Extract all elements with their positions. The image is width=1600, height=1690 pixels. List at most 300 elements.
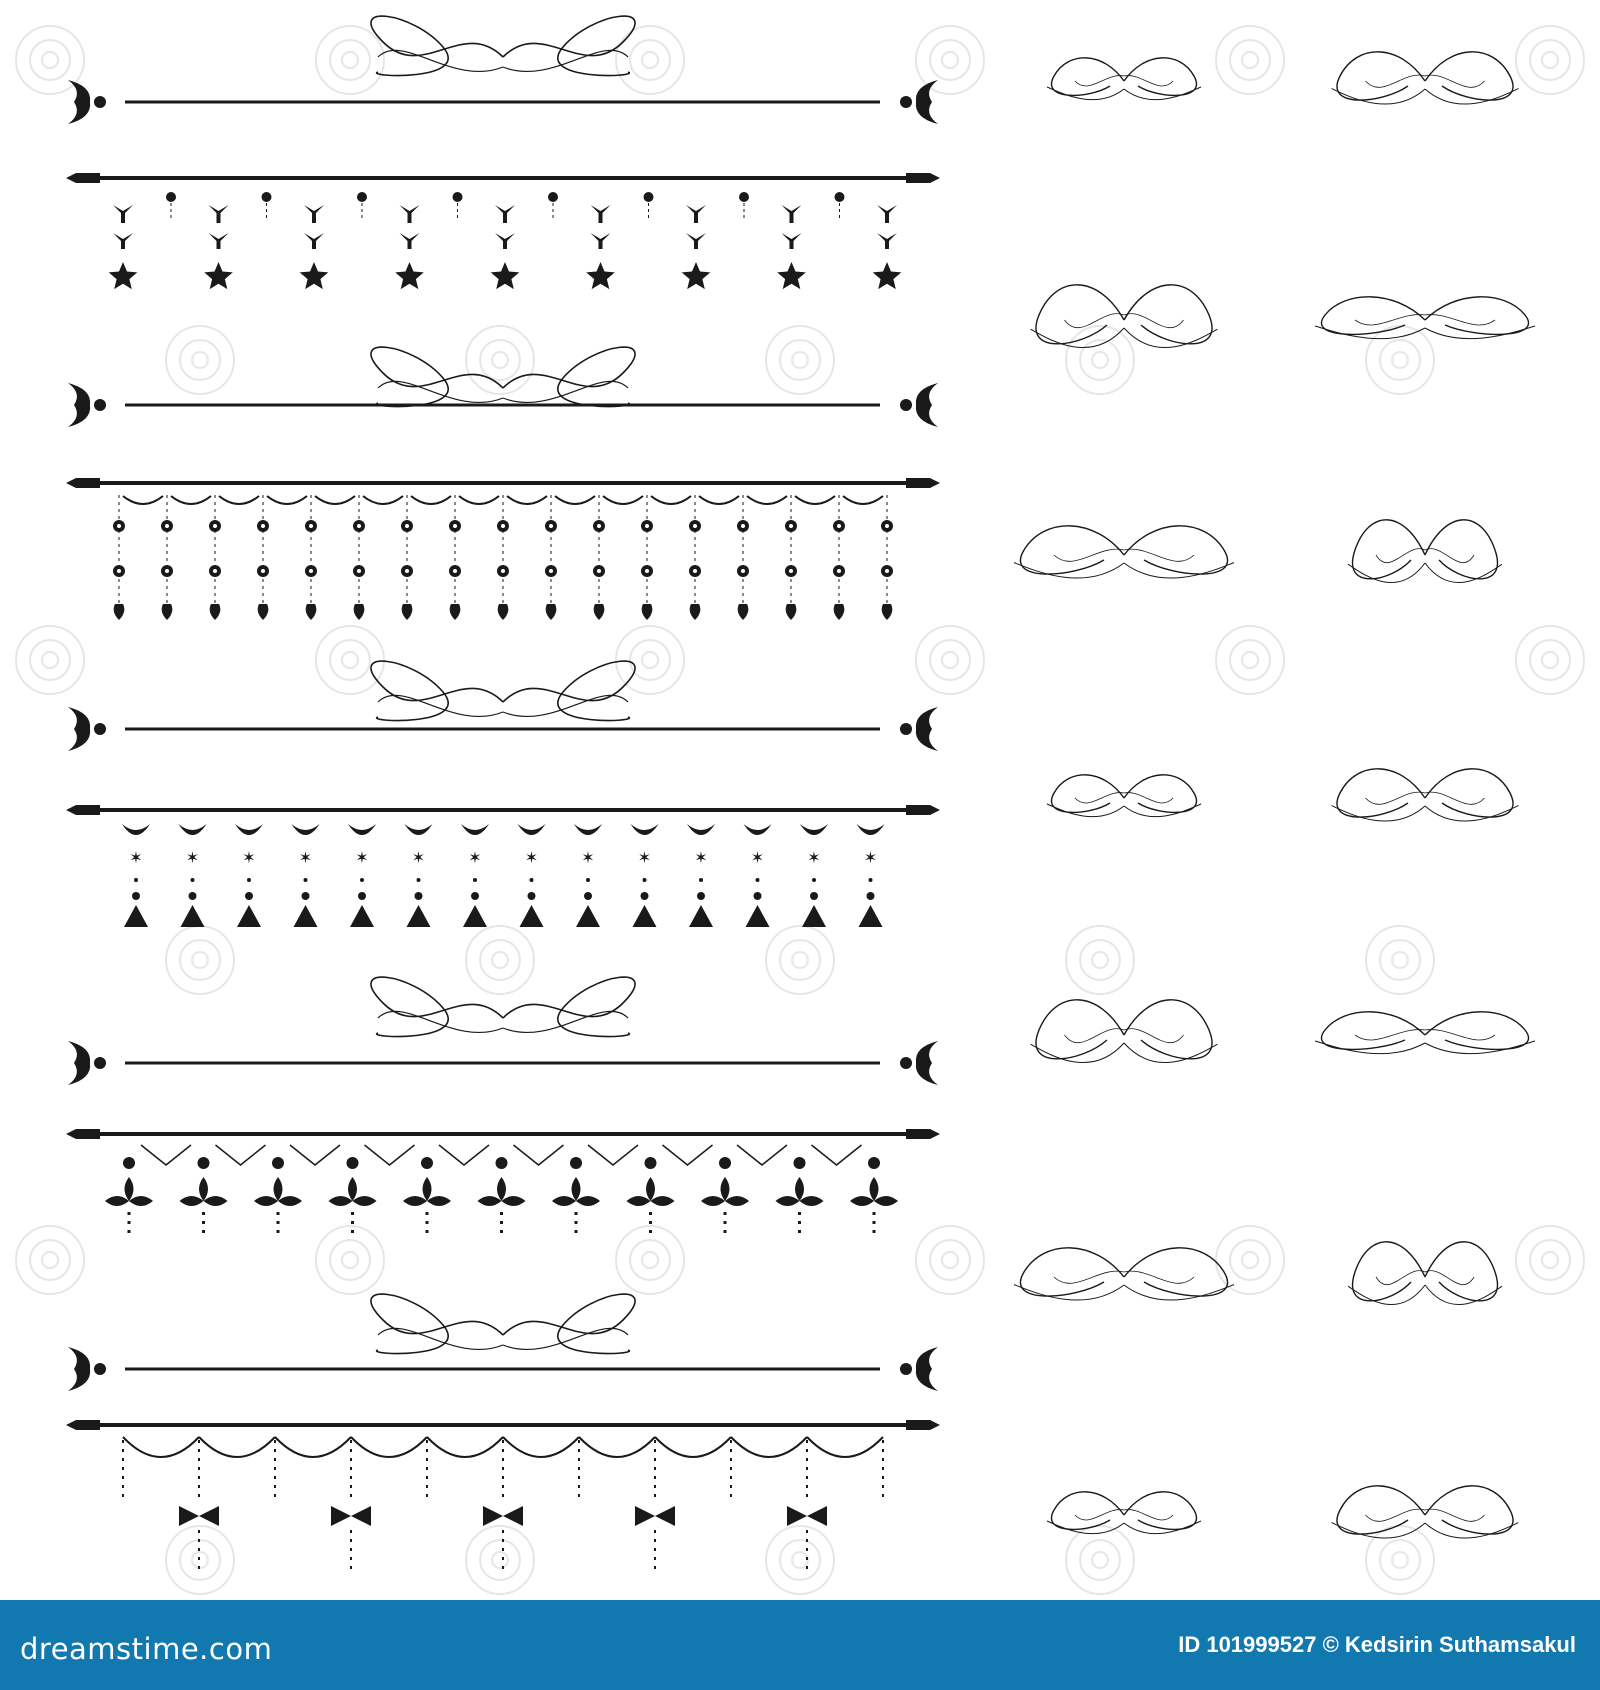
crescent-icon — [348, 824, 376, 835]
flower-center — [885, 569, 889, 573]
watermark-spiral-icon — [1230, 1240, 1270, 1280]
flourish-curve — [1425, 563, 1502, 583]
flower-center — [741, 569, 745, 573]
finial-knob-icon — [94, 399, 106, 411]
scallop — [747, 496, 787, 504]
drop-icon — [495, 233, 515, 249]
watermark-spiral-icon — [1392, 352, 1408, 368]
watermark-spiral-icon — [30, 1240, 70, 1280]
finial-knob-icon — [900, 1363, 912, 1375]
divider — [68, 707, 938, 751]
bead-icon — [347, 1157, 359, 1169]
flourish-curve — [1124, 328, 1218, 348]
watermark-spiral-icon — [192, 352, 208, 368]
crescent-icon — [800, 824, 828, 835]
leaf-icon — [450, 604, 461, 620]
crescent-icon — [292, 824, 320, 835]
flower-center — [501, 569, 505, 573]
divider — [68, 1347, 938, 1391]
bead-icon — [584, 892, 592, 900]
watermark-spiral-icon — [642, 1252, 658, 1268]
flourish-curve — [1425, 1523, 1519, 1538]
flourish-curve — [1054, 1271, 1124, 1283]
leaf-icon — [354, 604, 365, 620]
bead-icon — [357, 192, 367, 202]
copyright-symbol: © — [1322, 1632, 1339, 1657]
drop-icon — [782, 205, 802, 223]
bow-icon — [331, 1506, 371, 1526]
bead-icon — [247, 878, 251, 882]
calligraphic-flourish — [1332, 1486, 1519, 1538]
bead-icon — [132, 892, 140, 900]
crescent-icon — [857, 824, 885, 835]
watermark-spiral-icon — [942, 52, 958, 68]
scallop — [411, 496, 451, 504]
watermark-spiral-icon — [1066, 1526, 1134, 1594]
watermark-spiral-icon — [1392, 952, 1408, 968]
flower-cross-icon — [254, 1177, 302, 1225]
finial-icon — [916, 80, 938, 124]
garland-crescents — [66, 805, 940, 927]
tassel-icon — [124, 905, 148, 927]
watermark-spiral-icon — [930, 640, 970, 680]
leaf-icon — [258, 604, 269, 620]
watermark-spiral-icon — [16, 626, 84, 694]
watermark-spiral-icon — [766, 326, 834, 394]
flourish-curve — [1014, 1285, 1124, 1300]
drop-icon — [495, 205, 515, 223]
flourish-curve — [1031, 1043, 1125, 1063]
watermark-spiral-icon — [1530, 40, 1570, 80]
crescent-icon — [405, 824, 433, 835]
calligraphic-flourish — [1332, 52, 1519, 104]
sparkle-icon: ✶ — [637, 850, 652, 867]
sparkle-icon: ✶ — [298, 850, 313, 867]
sparkle-icon: ✶ — [242, 850, 256, 867]
calligraphic-flourish — [1031, 1000, 1218, 1063]
flourish-curve — [1124, 1510, 1173, 1520]
flourish-curve — [1332, 1523, 1426, 1538]
flourish-curve — [1124, 1285, 1234, 1300]
rod-end-right-icon — [906, 173, 940, 183]
flourish-curve — [1065, 1029, 1125, 1043]
watermark-spiral-icon — [466, 326, 534, 394]
watermark-spiral-icon — [1080, 340, 1120, 380]
garland-flowers — [66, 478, 940, 620]
scallop — [579, 1437, 655, 1457]
bead-icon — [123, 1157, 135, 1169]
scallop — [427, 1437, 503, 1457]
flourish-curve — [1355, 1030, 1425, 1040]
bead-icon — [645, 1157, 657, 1169]
scallop — [651, 496, 691, 504]
scallop — [315, 496, 355, 504]
rod-end-right-icon — [906, 1420, 940, 1430]
flower-center — [357, 524, 361, 528]
center-flourish — [371, 347, 635, 406]
watermark-spiral-icon — [766, 1526, 834, 1594]
tassel-icon — [181, 905, 205, 927]
watermark-spiral-icon — [942, 652, 958, 668]
flower-center — [645, 569, 649, 573]
watermark-spiral-icon — [1516, 26, 1584, 94]
crescent-icon — [744, 824, 772, 835]
flourish-curve — [1425, 549, 1474, 563]
watermark-spiral-icon — [766, 926, 834, 994]
watermark-spiral-icon — [16, 1226, 84, 1294]
image-id: ID 101999527 — [1178, 1632, 1317, 1657]
flower-center — [405, 524, 409, 528]
footer-bar — [0, 1600, 1600, 1690]
bead-icon — [166, 192, 176, 202]
crescent-icon — [235, 824, 263, 835]
finial-knob-icon — [900, 399, 912, 411]
watermark-spiral-icon — [1230, 640, 1270, 680]
flourish-curve — [1425, 89, 1519, 104]
flourish-curve — [1332, 806, 1426, 821]
watermark-spiral-icon — [930, 1240, 970, 1280]
drop-icon — [686, 205, 706, 223]
bow-icon — [787, 1506, 827, 1526]
flower-cross-icon — [403, 1177, 451, 1225]
flourish-curve — [1425, 315, 1495, 325]
rod-end-left-icon — [66, 1420, 100, 1430]
tassel-icon — [407, 905, 431, 927]
author-name: Kedsirin Suthamsakul — [1344, 1632, 1576, 1657]
scallop — [171, 496, 211, 504]
watermark-spiral-icon — [30, 640, 70, 680]
watermark-spiral-icon — [630, 1240, 670, 1280]
flourish-curve — [1376, 1271, 1425, 1285]
sparkle-icon: ✶ — [524, 850, 539, 867]
watermark-spiral-icon — [792, 952, 808, 968]
brand-logo-text[interactable]: dreamstime.com — [20, 1632, 273, 1666]
watermark-spiral-icon — [1516, 626, 1584, 694]
flourish-curve — [1425, 75, 1485, 87]
watermark-spiral-icon — [792, 1552, 808, 1568]
watermark-spiral-icon — [792, 352, 808, 368]
watermark-spiral-icon — [616, 26, 684, 94]
flourish-curve — [1124, 563, 1234, 578]
tassel-icon — [802, 905, 826, 927]
flower-cross-icon — [552, 1177, 600, 1225]
crescent-icon — [461, 824, 489, 835]
leaf-icon — [162, 604, 173, 620]
crescent-icon — [631, 824, 659, 835]
crescent-icon — [122, 824, 150, 835]
flourish-curve — [1031, 328, 1125, 348]
bead-icon — [835, 192, 845, 202]
watermark-spiral-icon — [492, 1552, 508, 1568]
bow-icon — [635, 1506, 675, 1526]
watermark-spiral-icon — [916, 626, 984, 694]
bow-icon — [179, 1506, 219, 1526]
watermark-spiral-icon — [330, 1240, 370, 1280]
bead-icon — [528, 892, 536, 900]
bead-icon — [421, 1157, 433, 1169]
image-credit — [1178, 1632, 1576, 1658]
leaf-icon — [114, 604, 125, 620]
flourish-curve — [1124, 793, 1173, 803]
watermark-spiral-icon — [930, 40, 970, 80]
flourish-curve — [1376, 549, 1425, 563]
bead-icon — [473, 878, 477, 882]
bead-icon — [812, 878, 816, 882]
scallop — [199, 1437, 275, 1457]
bead-icon — [262, 192, 272, 202]
bead-icon — [699, 878, 703, 882]
flourish-curve — [371, 1294, 503, 1353]
watermark-spiral-icon — [1092, 352, 1108, 368]
sparkle-icon: ✶ — [185, 850, 200, 867]
watermark-spiral-icon — [1216, 1226, 1284, 1294]
drop-icon — [686, 233, 706, 249]
flower-center — [837, 524, 841, 528]
watermark-spiral-icon — [1530, 640, 1570, 680]
leaf-icon — [642, 604, 653, 620]
flourish-curve — [1075, 793, 1124, 803]
drop-icon — [113, 233, 133, 249]
watermark-spiral-icon — [316, 26, 384, 94]
finial-knob-icon — [94, 1057, 106, 1069]
star-icon — [395, 262, 424, 289]
scallop — [843, 496, 883, 504]
flower-center — [597, 524, 601, 528]
leaf-icon — [738, 604, 749, 620]
flower-center — [309, 524, 313, 528]
watermark-spiral-icon — [342, 1252, 358, 1268]
bead-icon — [697, 892, 705, 900]
star-icon — [777, 262, 806, 289]
watermark-spiral-icon — [780, 1540, 820, 1580]
watermark-spiral-icon — [1380, 1540, 1420, 1580]
bead-icon — [189, 892, 197, 900]
flower-center — [741, 524, 745, 528]
watermark-spiral-icon — [30, 40, 70, 80]
rod-end-right-icon — [906, 1129, 940, 1139]
star-icon — [109, 262, 138, 289]
flower-center — [453, 524, 457, 528]
rod-end-right-icon — [906, 805, 940, 815]
tassel-icon — [520, 905, 544, 927]
finial-knob-icon — [900, 1057, 912, 1069]
tassel-icon — [859, 905, 883, 927]
watermark-spiral-icon — [1080, 940, 1120, 980]
sparkle-icon: ✶ — [468, 850, 482, 867]
bead-icon — [586, 878, 590, 882]
rod-end-right-icon — [906, 478, 940, 488]
chevron-string — [514, 1145, 564, 1165]
flower-center — [453, 569, 457, 573]
watermark-spiral-icon — [1066, 926, 1134, 994]
watermark-spiral-icon — [1542, 1252, 1558, 1268]
leaf-icon — [402, 604, 413, 620]
flower-center — [549, 569, 553, 573]
watermark-spiral-icon — [630, 640, 670, 680]
tassel-icon — [746, 905, 770, 927]
finial-knob-icon — [900, 723, 912, 735]
flourish-curve — [1124, 314, 1184, 328]
divider — [68, 1041, 938, 1085]
flourish-curve — [1054, 549, 1124, 561]
drop-icon — [209, 205, 229, 223]
center-flourish — [371, 16, 635, 75]
bead-icon — [570, 1157, 582, 1169]
scallop — [275, 1437, 351, 1457]
watermark-spiral-icon — [492, 952, 508, 968]
scallop — [123, 1437, 199, 1457]
drop-icon — [877, 233, 897, 249]
divider — [68, 80, 938, 124]
watermark-spiral-icon — [180, 340, 220, 380]
flower-center — [693, 569, 697, 573]
chevron-string — [141, 1145, 191, 1165]
garland-crosses — [66, 1129, 940, 1238]
leaf-icon — [594, 604, 605, 620]
flourish-curve — [1425, 1030, 1495, 1040]
watermark-spiral-icon — [342, 52, 358, 68]
scallop — [507, 496, 547, 504]
finial-icon — [68, 383, 90, 427]
bead-icon — [198, 1157, 210, 1169]
watermark-spiral-icon — [1530, 1240, 1570, 1280]
drop-icon — [304, 205, 324, 223]
watermark-spiral-icon — [642, 652, 658, 668]
bead-icon — [471, 892, 479, 900]
drop-icon — [113, 205, 133, 223]
watermark-spiral-icon — [316, 1226, 384, 1294]
star-icon — [682, 262, 711, 289]
flower-center — [597, 569, 601, 573]
watermark-spiral-icon — [192, 952, 208, 968]
flourish-curve — [1366, 1509, 1426, 1521]
leaf-icon — [690, 604, 701, 620]
drop-icon — [209, 233, 229, 249]
watermark-spiral-icon — [330, 40, 370, 80]
bead-icon — [360, 878, 364, 882]
scallop — [459, 496, 499, 504]
calligraphic-flourish — [1047, 775, 1201, 817]
flower-center — [837, 569, 841, 573]
bead-icon — [868, 1157, 880, 1169]
watermark-spiral-icon — [330, 640, 370, 680]
star-icon — [300, 262, 329, 289]
calligraphic-flourish — [1031, 285, 1218, 348]
scallop — [699, 496, 739, 504]
finial-icon — [68, 707, 90, 751]
flower-center — [645, 524, 649, 528]
flower-cross-icon — [627, 1177, 675, 1225]
chevron-string — [663, 1145, 713, 1165]
center-flourish — [371, 1294, 635, 1353]
flower-center — [885, 524, 889, 528]
sparkle-icon: ✶ — [581, 850, 595, 867]
flower-cross-icon — [850, 1177, 898, 1225]
watermark-spiral-icon — [1392, 1552, 1408, 1568]
flower-center — [213, 524, 217, 528]
watermark-spiral-icon — [180, 940, 220, 980]
watermark-spiral-icon — [316, 626, 384, 694]
flower-cross-icon — [478, 1177, 526, 1225]
flower-center — [117, 569, 121, 573]
calligraphic-flourish — [1047, 58, 1201, 100]
finial-knob-icon — [94, 1363, 106, 1375]
watermark-spiral-icon — [1542, 52, 1558, 68]
drop-icon — [400, 233, 420, 249]
flourish-curve — [1348, 563, 1425, 583]
watermark-spiral-icon — [480, 1540, 520, 1580]
watermark-spiral-icon — [342, 652, 358, 668]
bead-icon — [643, 878, 647, 882]
flourish-curve — [1075, 76, 1124, 86]
scallop — [603, 496, 643, 504]
flourish-curve — [1075, 1510, 1124, 1520]
center-flourish — [371, 661, 635, 720]
calligraphic-flourish — [1014, 526, 1234, 578]
sparkle-icon: ✶ — [863, 850, 878, 867]
bead-icon — [739, 192, 749, 202]
chevron-string — [365, 1145, 415, 1165]
sparkle-icon: ✶ — [129, 850, 143, 867]
flourish-curve — [1332, 89, 1426, 104]
watermark-spiral-icon — [1366, 326, 1434, 394]
watermark-spiral-icon — [466, 926, 534, 994]
rod-end-left-icon — [66, 805, 100, 815]
calligraphic-flourish — [1047, 1492, 1201, 1534]
flourish-curve — [1425, 1509, 1485, 1521]
flourish-curve — [1124, 549, 1194, 561]
garland-stars — [66, 173, 940, 289]
tassel-icon — [463, 905, 487, 927]
flower-center — [789, 524, 793, 528]
chevron-string — [439, 1145, 489, 1165]
divider — [68, 383, 938, 427]
flower-cross-icon — [776, 1177, 824, 1225]
bead-icon — [302, 892, 310, 900]
leaf-icon — [210, 604, 221, 620]
watermark-spiral-icon — [1216, 26, 1284, 94]
drop-icon — [591, 205, 611, 223]
finial-knob-icon — [94, 723, 106, 735]
bead-icon — [530, 878, 534, 882]
finial-icon — [916, 1041, 938, 1085]
flower-center — [549, 524, 553, 528]
flourish-curve — [371, 661, 503, 720]
bead-icon — [754, 892, 762, 900]
flower-center — [693, 524, 697, 528]
star-icon — [204, 262, 233, 289]
watermark-spiral-icon — [1092, 952, 1108, 968]
flourish-curve — [1355, 315, 1425, 325]
tassel-icon — [350, 905, 374, 927]
flourish-curve — [1425, 1271, 1474, 1285]
bead-icon — [358, 892, 366, 900]
flower-center — [165, 569, 169, 573]
watermark-spiral-icon — [780, 940, 820, 980]
bead-icon — [134, 878, 138, 882]
bead-icon — [191, 878, 195, 882]
scallop — [731, 1437, 807, 1457]
flourish-curve — [371, 977, 503, 1036]
watermark-spiral-icon — [480, 340, 520, 380]
flourish-curve — [1124, 1029, 1184, 1043]
bead-icon — [304, 878, 308, 882]
finial-icon — [68, 1347, 90, 1391]
flower-center — [261, 569, 265, 573]
flower-cross-icon — [701, 1177, 749, 1225]
leaf-icon — [306, 604, 317, 620]
flower-center — [405, 569, 409, 573]
